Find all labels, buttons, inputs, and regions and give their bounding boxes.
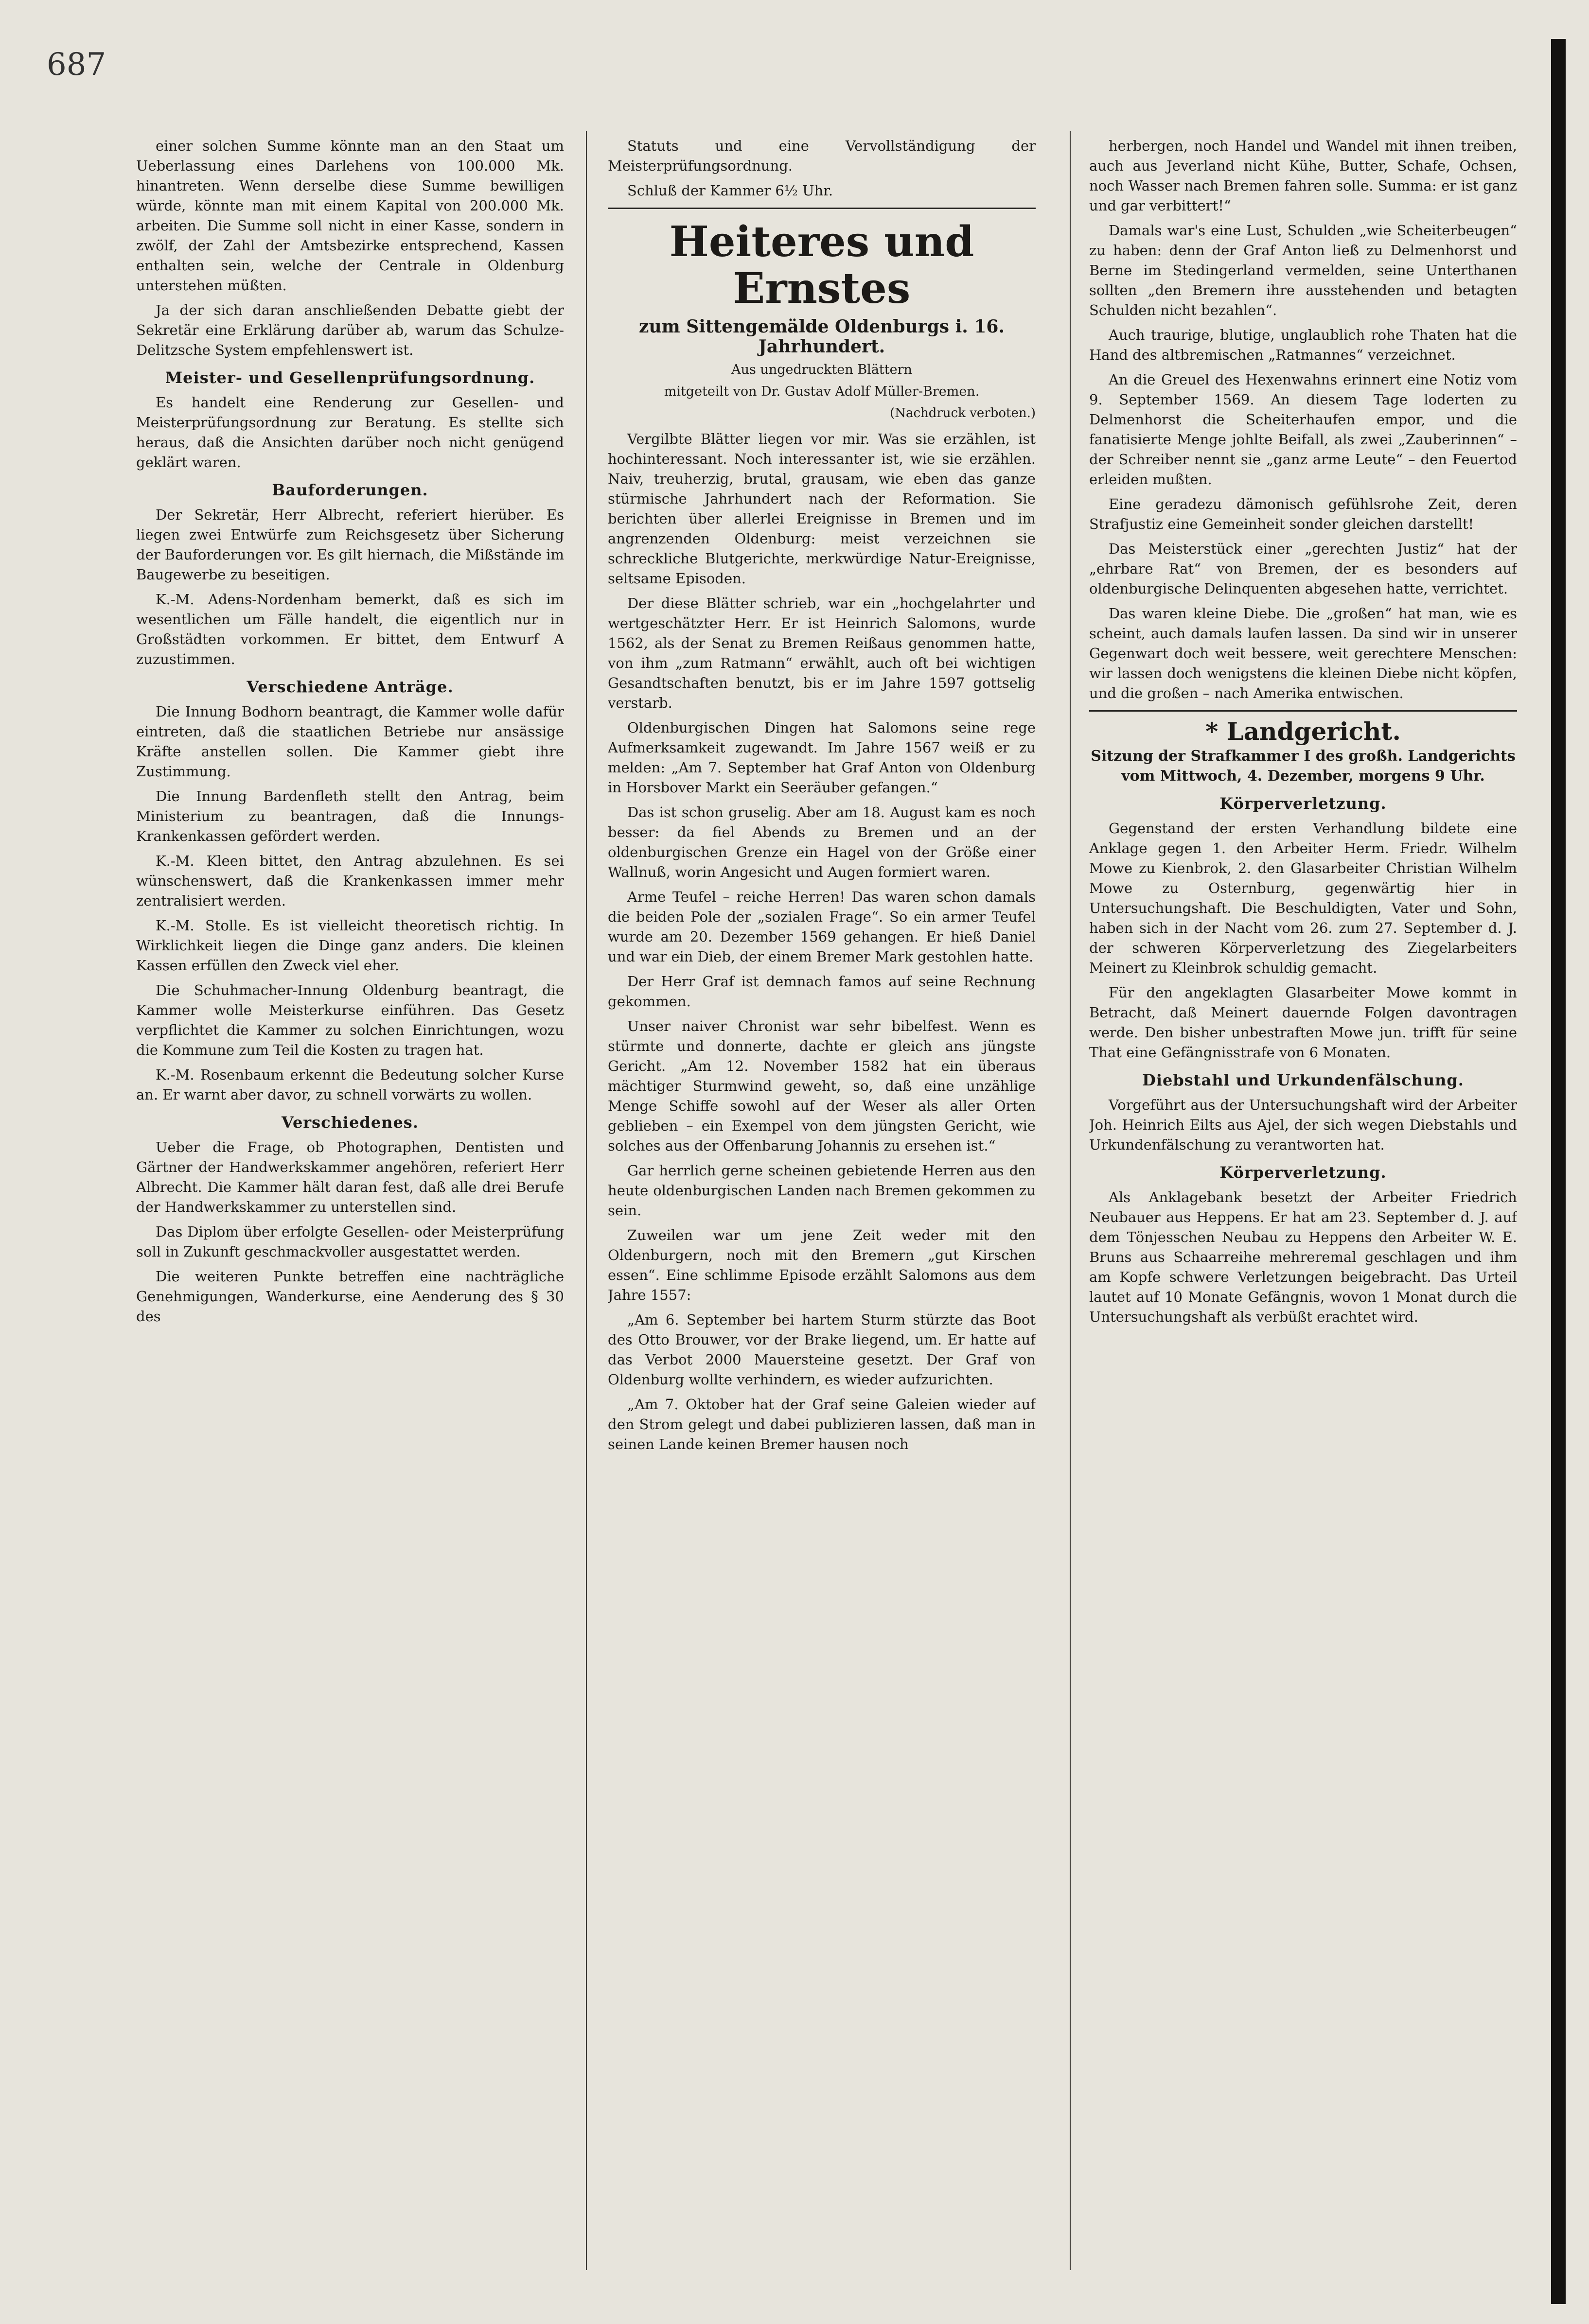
paragraph: Die Innung Bardenfleth stellt den Antrag, beim Ministerium zu beantragen, daß die Innungs-Krankenkassen gefördert werden. [136, 788, 564, 844]
paragraph: Der diese Blätter schrieb, war ein „hochgelahrter und wertgeschätzter Herr. Er ist Heinrich Salomons, wurde 1562, als der Senat zu Bremen Reißaus genommen hatte, von ihm „zum Ratmann“ erwählt, auch oft bei wichtigen Gesandtschaften benutzt, bis er im Jahre 1597 gottselig verstarb. [608, 595, 1036, 711]
article-headline: Heiteres und Ernstes [669, 217, 974, 313]
paragraph: Als Anklagebank besetzt der Arbeiter Friedrich Neubauer aus Heppens. Er hat am 23. September d. J. auf dem Tönjesschen Neubau zu Heppens den Arbeiter W. E. Bruns aus Schaarreihe mehreremal geschlagen und ihm am Kopfe schwere Verletzungen beigebracht. Das Urteil lautet auf 10 Monate Gefängnis, wovon 1 Monat durch die Untersuchungshaft als verbüßt erachtet wird. [1089, 1189, 1517, 1325]
author-line: mitgeteilt von Dr. Gustav Adolf Müller-Bremen. [664, 384, 980, 399]
source-line: Aus ungedruckten Blättern [731, 362, 912, 377]
paragraph: herbergen, noch Handel und Wandel mit ihnen treiben, auch aus Jeverland nicht Kühe, Butter, Schafe, Ochsen, noch Wasser nach Bremen fahren solle. Summa: er ist ganz und gar verbittert!“ [1089, 138, 1517, 214]
section-heading: Bauforderungen. [272, 481, 428, 499]
paragraph: Vergilbte Blätter liegen vor mir. Was sie erzählen, ist hochinteressant. Noch interessanter ist, wie sie erzählen. Naiv, treuherzig, brutal, grausam, wie eben das ganze stürmische Jahrhundert nach der Reformation. Sie berichten über allerlei Ereignisse in Bremen und im angrenzenden Oldenburg: meist verzeichnen sie schreckliche Blutgerichte, merkwürdige Natur-Ereignisse, seltsame Episoden. [608, 431, 1036, 587]
paragraph: Der Herr Graf ist demnach famos auf seine Rechnung gekommen. [608, 973, 1036, 1010]
paragraph: Statuts und eine Vervollständigung der Meisterprüfungsordnung. [608, 138, 1036, 174]
paragraph: „Am 6. September bei hartem Sturm stürzte das Boot des Otto Brouwer, vor der Brake liegend, um. Er hatte auf das Verbot 2000 Mauersteine gesetzt. Der Graf von Oldenburg wollte verhindern, es wieder aufzurichten. [608, 1311, 1036, 1388]
paragraph: K.-M. Stolle. Es ist vielleicht theoretisch richtig. In Wirklichkeit liegen die Dinge ganz anders. Die kleinen Kassen erfüllen den Zweck viel eher. [136, 917, 564, 974]
paragraph: Ja der sich daran anschließenden Debatte giebt der Sekretär eine Erklärung darüber ab, warum das Schulze-Delitzsche System empfehlenswert ist. [136, 302, 564, 358]
section-heading: Meister- und Gesellenprüfungsordnung. [165, 368, 535, 387]
paragraph: Auch traurige, blutige, unglaublich rohe Thaten hat die Hand des altbremischen „Ratmannes“ verzeichnet. [1089, 327, 1517, 363]
page-edge-shadow [1551, 39, 1566, 2304]
paragraph: An die Greuel des Hexenwahns erinnert eine Notiz vom 9. September 1569. An diesem Tage loderten zu Delmenhorst die Scheiterhaufen empor, und die fanatisierte Menge johlte Beifall, als zwei „Zauberinnen“ – der Schreiber nennt sie „ganz arme Leute“ – den Feuertod erleiden mußten. [1089, 371, 1517, 488]
paragraph: Die weiteren Punkte betreffen eine nachträgliche Genehmigungen, Wanderkurse, eine Aenderung des § 30 des [136, 1268, 564, 1325]
paragraph: Das waren kleine Diebe. Die „großen“ hat man, wie es scheint, auch damals laufen lassen. Da sind wir in unserer Gegenwart doch weit bessere, weit gerechtere Menschen: wir lassen doch wenigstens die kleinen Diebe nicht köpfen, und die großen – nach Amerika entwischen. [1089, 605, 1517, 701]
paragraph: Die Innung Bodhorn beantragt, die Kammer wolle dafür eintreten, daß die staatlichen Betriebe nur ansässige Kräfte anstellen sollen. Die Kammer giebt ihre Zustimmung. [136, 703, 564, 780]
reprint-notice: (Nachdruck verboten.) [890, 406, 1036, 420]
page-number: 687 [47, 47, 106, 83]
paragraph: Das ist schon gruselig. Aber am 18. August kam es noch besser: da fiel Abends zu Bremen und an der oldenburgischen Grenze ein Hagel von der Größe einer Wallnuß, worin Angesicht und Augen formiert waren. [608, 804, 1036, 880]
paragraph: Das Meisterstück einer „gerechten Justiz“ hat der „ehrbare Rat“ von Bremen, der es besonders auf oldenburgische Delinquenten abgesehen hatte, verrichtet. [1089, 541, 1517, 597]
paragraph: Unser naiver Chronist war sehr bibelfest. Wenn es stürmte und donnerte, dachte er gleich ans jüngste Gericht. „Am 12. November 1582 hat ein überaus mächtiger Sturmwind geweht, so, daß eine unzählige Menge Schiffe sowohl auf der Weser als aller Orten geblieben – ein Exempel von dem jüngsten Gericht, wie solches aus der Offenbarung Johannis zu ersehen ist.“ [608, 1018, 1036, 1154]
paragraph: Das Diplom über erfolgte Gesellen- oder Meisterprüfung soll in Zukunft geschmackvoller ausgestattet werden. [136, 1223, 564, 1260]
paragraph: K.-M. Adens-Nordenham bemerkt, daß es sich im wesentlichen um Fälle handelt, die eigentlich nur in Großstädten vorkommen. Er bittet, dem Entwurf A zuzustimmen. [136, 591, 564, 667]
paragraph: Arme Teufel – reiche Herren! Das waren schon damals die beiden Pole der „sozialen Frage“. So ein armer Teufel wurde am 20. Dezember 1569 gehangen. Er hieß Daniel und war ein Dieb, der einem Bremer Mark gestohlen hatte. [608, 889, 1036, 965]
paragraph: Eine geradezu dämonisch gefühlsrohe Zeit, deren Strafjustiz eine Gemeinheit sonder gleichen darstellt! [1089, 496, 1517, 532]
section-heading: * Landgericht. [1205, 717, 1401, 746]
paragraph: K.-M. Rosenbaum erkennt die Bedeutung solcher Kurse an. Er warnt aber davor, zu schnell vorwärts zu wollen. [136, 1066, 564, 1103]
paragraph: Vorgeführt aus der Untersuchungshaft wird der Arbeiter Joh. Heinrich Eilts aus Ajel, der sich wegen Diebstahls und Urkundenfälschung zu verantworten hat. [1089, 1097, 1517, 1153]
paragraph: Gar herrlich gerne scheinen gebietende Herren aus den heute oldenburgischen Landen nach Bremen gekommen zu sein. [608, 1162, 1036, 1219]
paragraph: Für den angeklagten Glasarbeiter Mowe kommt in Betracht, daß Meinert dauernde Folgen davontragen werde. Den bisher unbestraften Mowe jun. trifft für seine That eine Gefängnisstrafe von 6 Monaten. [1089, 984, 1517, 1061]
column-divider [1070, 131, 1071, 2270]
paragraph: Schluß der Kammer 6½ Uhr. [627, 182, 833, 199]
column-2 [608, 136, 1036, 2265]
article-subheadline: zum Sittengemälde Oldenburgs i. 16. Jahrhundert. [639, 316, 1005, 357]
column-divider [586, 131, 587, 2270]
paragraph: Oldenburgischen Dingen hat Salomons seine rege Aufmerksamkeit zugewandt. Im Jahre 1567 weiß er zu melden: „Am 7. September hat Graf Anton von Oldenburg in Horsbover Markt ein Seeräuber gefangen.“ [608, 719, 1036, 796]
paragraph: Ueber die Frage, ob Photographen, Dentisten und Gärtner der Handwerkskammer angehören, referiert Herr Albrecht. Die Kammer hält daran fest, daß alle drei Berufe der Handwerkskammer zu unterstellen sind. [136, 1139, 564, 1215]
paragraph: einer solchen Summe könnte man an den Staat um Ueberlassung eines Darlehens von 100.000 Mk. hinantreten. Wenn derselbe diese Summe bewilligen würde, könnte man mit einem Kapital von 200.000 Mk. arbeiten. Die Summe soll nicht in einer Kasse, sondern in zwölf, der Zahl der Amtsbezirke entsprechend, Kassen enthalten sein, welche der Centrale in Oldenburg unterstehen müßten. [136, 138, 564, 294]
case-title: Diebstahl und Urkundenfälschung. [1142, 1071, 1464, 1089]
column-1 [136, 136, 564, 2265]
paragraph: K.-M. Kleen bittet, den Antrag abzulehnen. Es sei wünschenswert, daß die Krankenkassen immer mehr zentralisiert werden. [136, 853, 564, 909]
paragraph: Der Sekretär, Herr Albrecht, referiert hierüber. Es liegen zwei Entwürfe zum Reichsgesetz über Sicherung der Bauforderungen vor. Es gilt hiernach, die Mißstände im Baugewerbe zu beseitigen. [136, 507, 564, 583]
paragraph: Gegenstand der ersten Verhandlung bildete eine Anklage gegen 1. den Arbeiter Herm. Friedr. Wilhelm Mowe zu Kienbrok, 2. den Glasarbeiter Christian Wilhelm Mowe zu Osternburg, gegenwärtig hier in Untersuchungshaft. Die Beschuldigten, Vater und Sohn, haben sich in der Nacht vom 26. zum 27. September d. J. der schweren Körperverletzung des Ziegelarbeiters Meinert zu Kleinbrok schuldig gemacht. [1089, 820, 1517, 976]
paragraph: Zuweilen war um jene Zeit weder mit den Oldenburgern, noch mit den Bremern „gut Kirschen essen“. Eine schlimme Episode erzählt Salomons aus dem Jahre 1557: [608, 1227, 1036, 1303]
divider [608, 208, 1036, 209]
paragraph: „Am 7. Oktober hat der Graf seine Galeien wieder auf den Strom gelegt und dabei publizieren lassen, daß man in seinen Lande keinen Bremer hausen noch [608, 1396, 1036, 1452]
case-title: Körperverletzung. [1219, 794, 1387, 813]
paragraph: Es handelt eine Renderung zur Gesellen- und Meisterprüfungsordnung zur Beratung. Es stellte sich heraus, daß die Ansichten darüber noch nicht genügend geklärt waren. [136, 394, 564, 471]
paragraph: Die Schuhmacher-Innung Oldenburg beantragt, die Kammer wolle Meisterkurse einführen. Das Gesetz verpflichtet die Kammer zu solchen Einrichtungen, wozu die Kommune zum Teil die Kosten zu tragen hat. [136, 982, 564, 1058]
session-line: Sitzung der Strafkammer I des großh. Landgerichts vom Mittwoch, 4. Dezember, morgens 9 Uhr. [1091, 748, 1516, 785]
divider [1089, 710, 1517, 712]
section-heading: Verschiedene Anträge. [247, 678, 454, 696]
column-3 [1089, 136, 1517, 2265]
case-title: Körperverletzung. [1219, 1163, 1387, 1182]
paragraph: Damals war's eine Lust, Schulden „wie Scheiterbeugen“ zu haben: denn der Graf Anton ließ zu Delmenhorst und Berne im Stedingerland vermelden, seine Unterthanen sollten „den Bremern ihre ausstehenden und betagten Schulden nicht bezahlen“. [1089, 222, 1517, 318]
section-heading: Verschiedenes. [282, 1113, 419, 1132]
